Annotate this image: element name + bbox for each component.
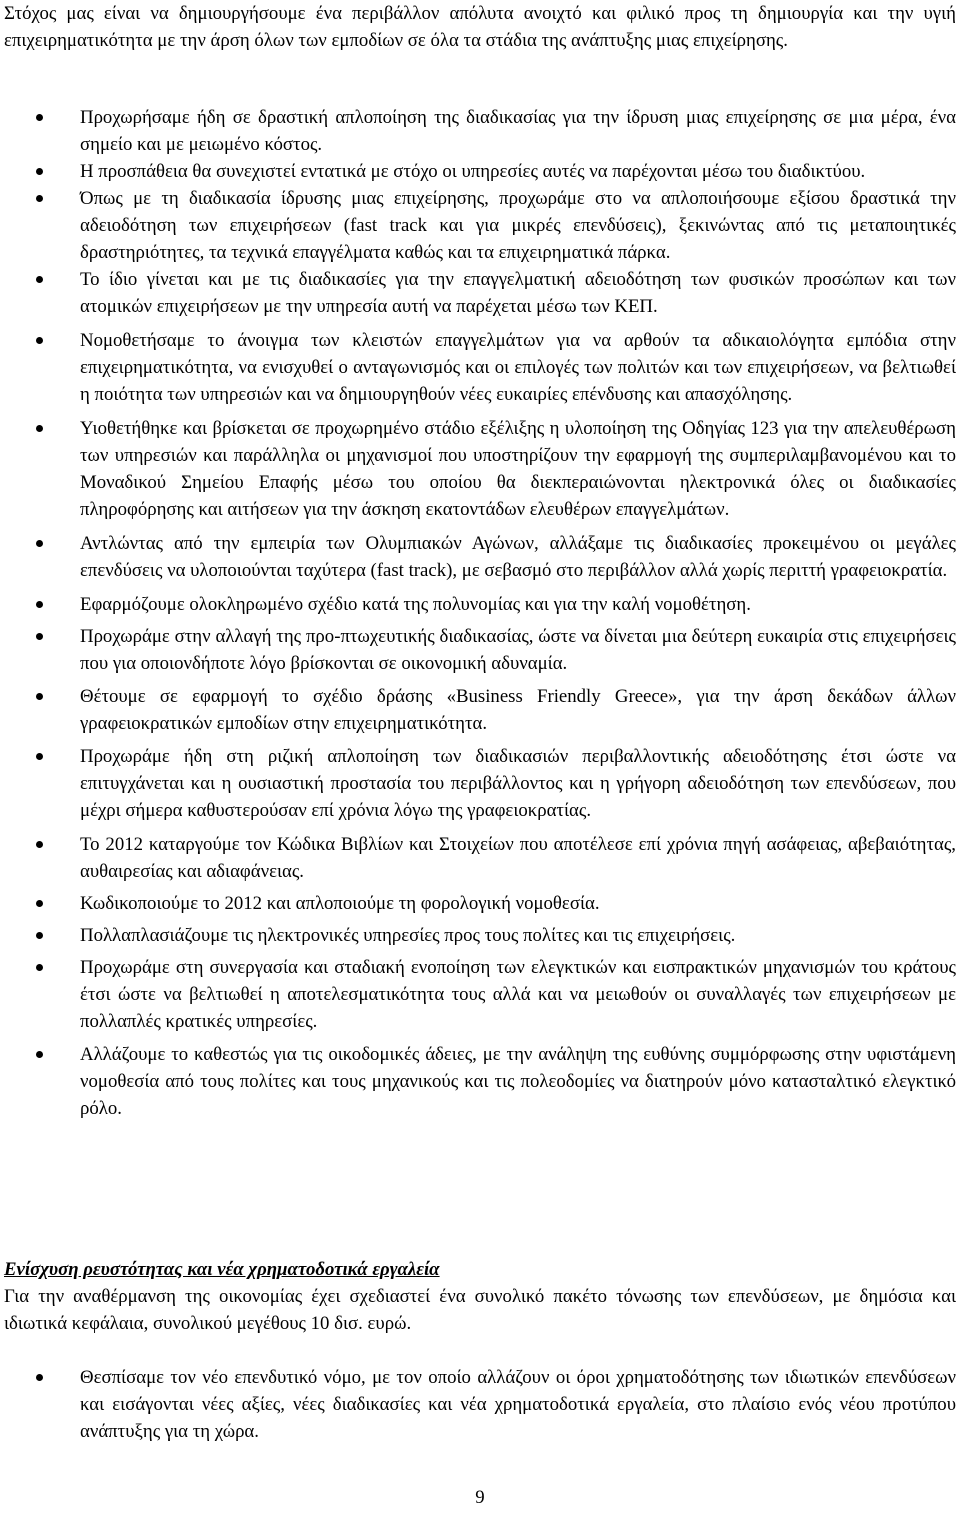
list-item-text: Θεσπίσαμε τον νέο επενδυτικό νόμο, με τον οποίο αλλάζουν οι όροι χρηματοδότησης των ιδιωτικών επενδύσεων και εισάγονται νέες αξίες, νέες διαδικασίες και νέα χρηματοδοτικά εργαλεία, στο πλαίσιο ενός νέου προτύπου ανάπτυξης για τη χώρα. <box>80 1367 956 1442</box>
list-item-text: Αλλάζουμε το καθεστώς για τις οικοδομικές άδειες, με την ανάληψη της ευθύνης συμμόρφωσης στην υφιστάμενη νομοθεσία από τους πολίτες και τους μηχανικούς και τις πολεοδομίες να διατηρούν μόνο κατασταλτικό ελεγκτικό ρόλο. <box>80 1044 956 1119</box>
bullet-icon <box>36 753 43 760</box>
bullet-icon <box>36 195 43 202</box>
list-item-text: Κωδικοποιούμε το 2012 και απλοποιούμε τη φορολογική νομοθεσία. <box>80 893 600 914</box>
bullet-icon <box>36 337 43 344</box>
bullet-icon <box>36 633 43 640</box>
bullet-icon <box>36 1051 43 1058</box>
page-number: 9 <box>475 1487 485 1508</box>
bullet-icon <box>36 841 43 848</box>
list-item <box>0 831 960 885</box>
section-paragraph: Για την αναθέρμανση της οικονομίας έχει σχεδιαστεί ένα συνολικό πακέτο τόνωσης των επενδύσεων, με δημόσια και ιδιωτικά κεφάλαια, συνολικού μεγέθους 10 δισ. ευρώ. <box>4 1286 956 1334</box>
bullet-icon <box>36 425 43 432</box>
list-item-text: Το 2012 καταργούμε τον Κώδικα Βιβλίων και Στοιχείων που αποτέλεσε επί χρόνια πηγή ασάφειας, αβεβαιότητας, αυθαιρεσίας και αδιαφάνειας. <box>80 834 956 882</box>
list-item-text: Προχωράμε στην αλλαγή της προ-πτωχευτικής διαδικασίας, ώστε να δίνεται μια δεύτερη ευκαιρία στις επιχειρήσεις που για οποιονδήποτε λόγο βρίσκονται σε οικονομική αδυναμία. <box>80 626 956 674</box>
list-item-text: Εφαρμόζουμε ολοκληρωμένο σχέδιο κατά της πολυνομίας και για την καλή νομοθέτηση. <box>80 594 751 615</box>
bullet-icon <box>36 964 43 971</box>
list-item-text: Πολλαπλασιάζουμε τις ηλεκτρονικές υπηρεσίες προς τους πολίτες και τις επιχειρήσεις. <box>80 925 736 946</box>
bullet-icon <box>36 168 43 175</box>
list-item <box>0 954 960 1035</box>
list-item <box>0 683 960 737</box>
section-heading: Ενίσχυση ρευστότητας και νέα χρηματοδοτικά εργαλεία <box>4 1259 440 1280</box>
list-item <box>0 530 960 584</box>
bullet-icon <box>36 601 43 608</box>
bullet-icon <box>36 114 43 121</box>
list-item-text: Προχωράμε στη συνεργασία και σταδιακή ενοποίηση των ελεγκτικών και εισπρακτικών μηχανισμών του κράτους έτσι ώστε να βελτιωθεί η αποτελεσματικότητα τους αλλά και να μειωθούν οι συναλλαγές των επιχειρήσεων με πολλαπλές κρατικές υπηρεσίες. <box>80 957 956 1032</box>
list-item-text: Το ίδιο γίνεται και με τις διαδικασίες για την επαγγελματική αδειοδότηση των φυσικών προσώπων και των ατομικών επιχειρήσεων με την υπηρεσία αυτή να παρέχεται μέσω των ΚΕΠ. <box>80 269 956 317</box>
measures-bullet-list <box>0 104 960 1122</box>
list-item-text: Όπως με τη διαδικασία ίδρυσης μιας επιχείρησης, προχωράμε στο να απλοποιήσουμε εξίσου δραστικά την αδειοδότηση των επιχειρήσεων (fast track και για μικρές επενδύσεις), ξεκινώντας από τις μεταποιητικές δραστηριότητες, τα τεχνικά επαγγέλματα καθώς και τα επιχειρηματικά πάρκα. <box>80 188 956 263</box>
list-item <box>0 415 960 523</box>
list-item <box>0 591 960 618</box>
intro-paragraph: Στόχος μας είναι να δημιουργήσουμε ένα περιβάλλον απόλυτα ανοιχτό και φιλικό προς τη δημιουργία και την υγιή επιχειρηματικότητα με την άρση όλων των εμποδίων σε όλα τα στάδια της ανάπτυξης μιας επιχείρησης. <box>4 3 956 51</box>
list-item-text: Θέτουμε σε εφαρμογή το σχέδιο δράσης «Business Friendly Greece», για την άρση δεκάδων άλλων γραφειοκρατικών εμποδίων στην επιχειρηματικότητα. <box>80 686 956 734</box>
list-item-text: Αντλώντας από την εμπειρία των Ολυμπιακών Αγώνων, αλλάξαμε τις διαδικασίες προκειμένου οι μεγάλες επενδύσεις να υλοποιούνται ταχύτερα (fast track), με σεβασμό στο περιβάλλον αλλά χωρίς περιττή γραφειοκρατία. <box>80 533 956 581</box>
list-item <box>0 1041 960 1122</box>
list-item <box>0 158 960 185</box>
list-item-text: Η προσπάθεια θα συνεχιστεί εντατικά με στόχο οι υπηρεσίες αυτές να παρέχονται μέσω του διαδικτύου. <box>80 161 866 182</box>
list-item <box>0 185 960 266</box>
bullet-icon <box>36 693 43 700</box>
list-item <box>0 1364 960 1445</box>
list-item-text: Προχωρήσαμε ήδη σε δραστική απλοποίηση της διαδικασίας για την ίδρυση μιας επιχείρησης σε μια μέρα, ένα σημείο και με μειωμένο κόστος. <box>80 107 956 155</box>
list-item-text: Υιοθετήθηκε και βρίσκεται σε προχωρημένο στάδιο εξέλιξης η υλοποίηση της Οδηγίας 123 για την απελευθέρωση των υπηρεσιών και παράλληλα οι μηχανισμοί που υποστηρίζουν την εφαρμογή της συμπεριλαμβανομένου και το Μοναδικού Σημείου Επαφής μέσω του οποίου θα διεκπεραιώνονται ηλεκτρονικά όλες οι διαδικασίες πληροφόρησης και αιτήσεων για την άσκηση εκατοντάδων ελευθέρων επαγγελμάτων. <box>80 418 956 520</box>
list-item <box>0 922 960 949</box>
list-item-text: Νομοθετήσαμε το άνοιγμα των κλειστών επαγγελμάτων για να αρθούν τα αδικαιολόγητα εμπόδια στην επιχειρηματικότητα, να ενισχυθεί ο ανταγωνισμός και οι επιλογές των πολιτών και των επιχειρήσεων, να βελτιωθεί η ποιότητα των υπηρεσιών και να δημιουργηθούν νέες ευκαιρίες επένδυσης και απασχόλησης. <box>80 330 956 405</box>
bullet-icon <box>36 276 43 283</box>
bullet-icon <box>36 900 43 907</box>
list-item <box>0 266 960 320</box>
bullet-icon <box>36 540 43 547</box>
bullet-icon <box>36 932 43 939</box>
list-item <box>0 104 960 158</box>
list-item <box>0 623 960 677</box>
list-item <box>0 890 960 917</box>
list-item <box>0 743 960 824</box>
list-item <box>0 327 960 408</box>
list-item-text: Προχωράμε ήδη στη ριζική απλοποίηση των διαδικασιών περιβαλλοντικής αδειοδότησης έτσι ώστε να επιτυγχάνεται και η ουσιαστική προστασία του περιβάλλοντος και η γρήγορη αδειοδότηση των επενδύσεων, που μέχρι σήμερα καθυστερούσαν επί χρόνια λόγω της γραφειοκρατίας. <box>80 746 956 821</box>
bullet-icon <box>36 1374 43 1381</box>
investment-bullet-list <box>0 1364 960 1445</box>
